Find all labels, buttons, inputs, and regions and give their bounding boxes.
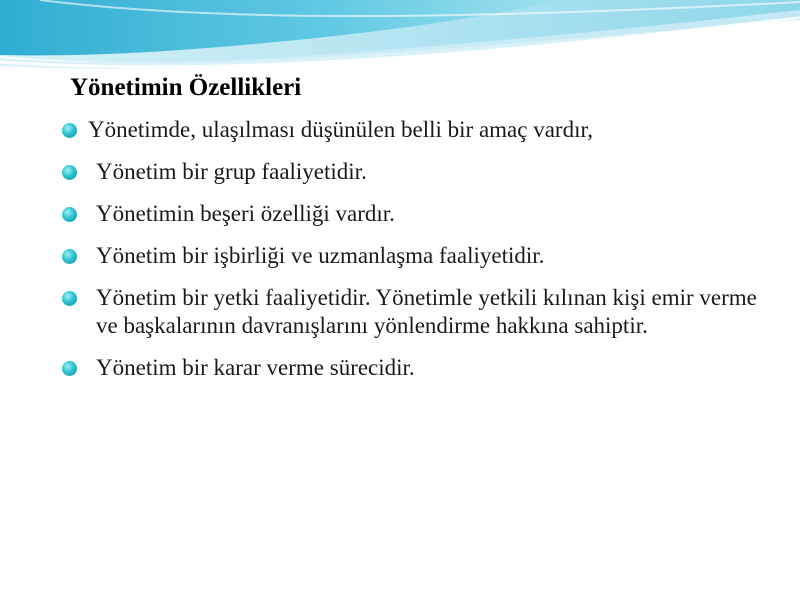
- circle-bullet-icon: [62, 165, 77, 180]
- bullet-item: [62, 158, 782, 186]
- circle-bullet-icon: [62, 361, 77, 376]
- bullet-item: [62, 200, 782, 228]
- bullet-item: [62, 242, 782, 270]
- bullet-text: Yönetim bir yetki faaliyetidir. Yönetimle yetkili kılınan kişi emir verme ve başkalarının davranışlarını yönlendirme hakkına sahiptir.: [96, 285, 757, 338]
- circle-bullet-icon: [62, 249, 77, 264]
- circle-bullet-icon: [62, 207, 77, 222]
- bullet-text: Yönetim bir işbirliği ve uzmanlaşma faaliyetidir.: [96, 243, 545, 268]
- bullet-item: [62, 284, 782, 340]
- slide-title: Yönetimin Özellikleri: [70, 74, 302, 101]
- bullet-text: Yönetimin beşeri özelliği vardır.: [96, 201, 395, 226]
- bullet-item: [62, 116, 782, 144]
- bullet-text: Yönetim bir karar verme sürecidir.: [96, 355, 415, 380]
- bullet-item: [62, 354, 782, 382]
- bullet-list: [62, 116, 782, 396]
- circle-bullet-icon: [62, 291, 77, 306]
- bullet-text: Yönetimde, ulaşılması düşünülen belli bir amaç vardır,: [88, 117, 593, 142]
- bullet-text: Yönetim bir grup faaliyetidir.: [96, 159, 367, 184]
- circle-bullet-icon: [62, 123, 77, 138]
